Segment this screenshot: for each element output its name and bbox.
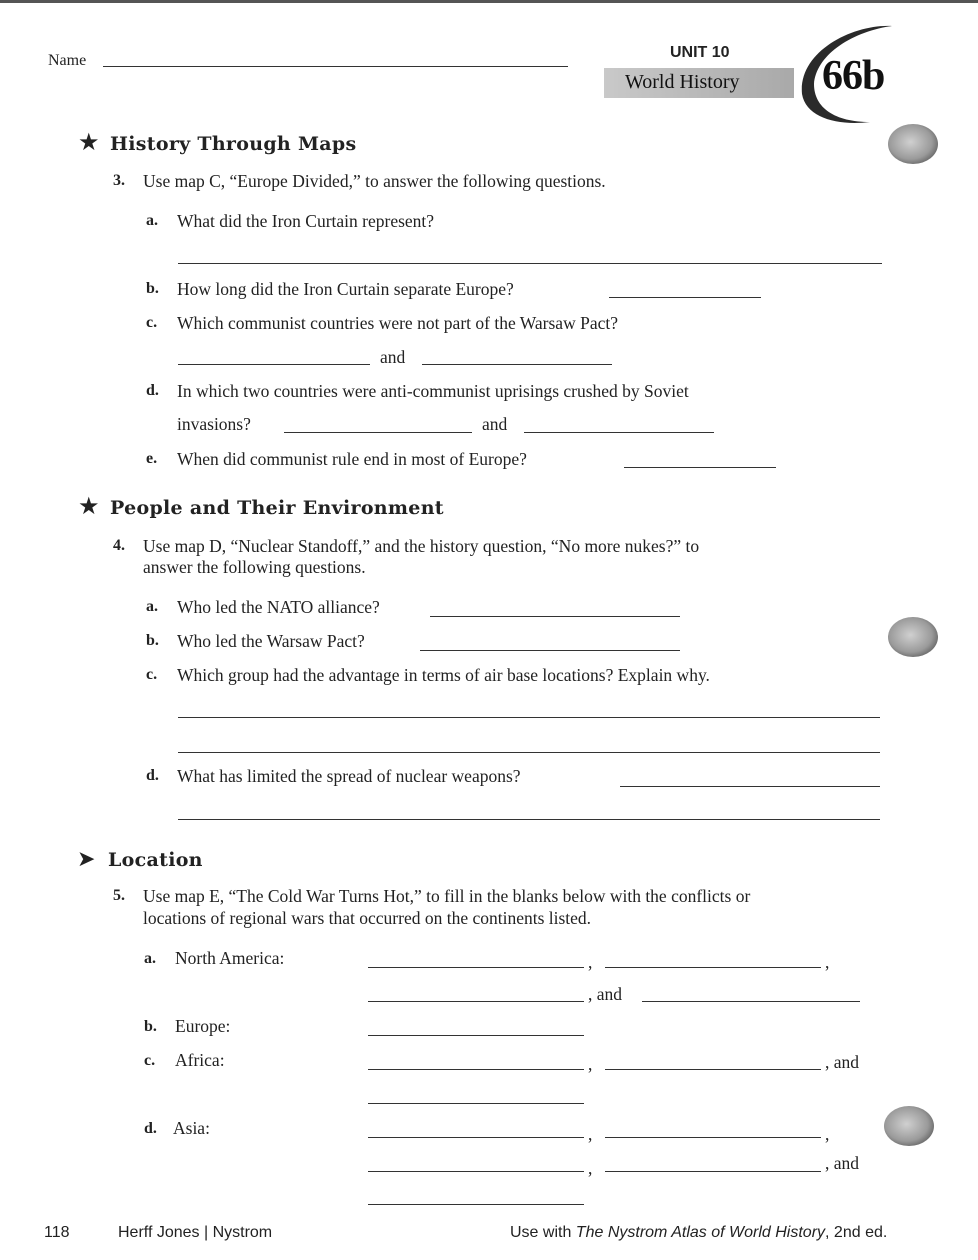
- q5d-answer-line-1[interactable]: [368, 1137, 584, 1138]
- q3d-answer-line-2[interactable]: [524, 432, 714, 433]
- star-icon: ★: [78, 128, 100, 156]
- q5a-comma-1: ,: [588, 952, 593, 972]
- q5a-answer-line-2[interactable]: [605, 967, 821, 968]
- q3a-answer-line[interactable]: [178, 263, 882, 264]
- unit-label: UNIT 10: [670, 44, 730, 61]
- q3d-text-2: invasions?: [177, 414, 251, 434]
- edition: , 2nd ed.: [825, 1224, 888, 1241]
- q4-text-2: answer the following questions.: [143, 557, 366, 577]
- q5-text-2: locations of regional wars that occurred on the continents listed.: [143, 908, 592, 928]
- q5c-comma-and: , and: [825, 1052, 860, 1072]
- q4c-label: c.: [146, 666, 158, 683]
- q3e-label: e.: [146, 450, 158, 467]
- q3a-text: What did the Iron Curtain represent?: [177, 211, 435, 231]
- q4c-answer-line-1[interactable]: [178, 717, 880, 718]
- q3a-label: a.: [146, 212, 158, 229]
- q3d-answer-line-1[interactable]: [284, 432, 472, 433]
- q4b-label: b.: [146, 632, 159, 649]
- q5a-text: North America:: [175, 948, 285, 968]
- section-title-history: History Through Maps: [110, 133, 357, 155]
- q4b-answer-line[interactable]: [420, 650, 680, 651]
- q5a-answer-line-3[interactable]: [368, 1001, 584, 1002]
- q3d-label: d.: [146, 382, 159, 399]
- q3-text: Use map C, “Europe Divided,” to answer the following questions.: [143, 171, 606, 191]
- q3d-text: In which two countries were anti-communist uprisings crushed by Soviet: [177, 381, 689, 401]
- q5d-answer-line-3[interactable]: [368, 1171, 584, 1172]
- q4d-answer-line-2[interactable]: [178, 819, 880, 820]
- q5c-text: Africa:: [175, 1050, 225, 1070]
- q5a-comma-2: ,: [825, 952, 830, 972]
- q3c-text: Which communist countries were not part of the Warsaw Pact?: [177, 313, 618, 333]
- q4a-label: a.: [146, 598, 158, 615]
- q3c-answer-line-1[interactable]: [178, 364, 370, 365]
- q5a-comma-and: , and: [588, 984, 623, 1004]
- q5d-answer-line-5[interactable]: [368, 1204, 584, 1205]
- q3b-text: How long did the Iron Curtain separate Europe?: [177, 279, 514, 299]
- q5-text: Use map E, “The Cold War Turns Hot,” to fill in the blanks below with the conflicts or: [143, 886, 751, 906]
- q5d-answer-line-2[interactable]: [605, 1137, 821, 1138]
- q5c-answer-line-2[interactable]: [605, 1069, 821, 1070]
- q5d-comma-2: ,: [825, 1124, 830, 1144]
- q5a-label: a.: [144, 950, 156, 967]
- punch-hole-middle: [888, 617, 938, 657]
- q5d-label: d.: [144, 1120, 157, 1137]
- punch-hole-bottom: [884, 1106, 934, 1146]
- page-number: 118: [44, 1224, 70, 1241]
- q4a-answer-line[interactable]: [430, 616, 680, 617]
- q3b-label: b.: [146, 280, 159, 297]
- page-code: 66b: [822, 53, 885, 99]
- use-with-note: [510, 1224, 887, 1242]
- q4c-text: Which group had the advantage in terms of air base locations? Explain why.: [177, 665, 710, 685]
- q4-text: Use map D, “Nuclear Standoff,” and the history question, “No more nukes?” to: [143, 536, 700, 556]
- q5c-label: c.: [144, 1052, 156, 1069]
- q5b-answer-line[interactable]: [368, 1035, 584, 1036]
- q5d-comma-and: , and: [825, 1153, 860, 1173]
- q5d-comma-3: ,: [588, 1158, 593, 1178]
- q4d-text: What has limited the spread of nuclear weapons?: [177, 766, 521, 786]
- q3c-answer-line-2[interactable]: [422, 364, 612, 365]
- q4d-answer-line-1[interactable]: [620, 786, 880, 787]
- q4b-text: Who led the Warsaw Pact?: [177, 631, 365, 651]
- use-with-prefix: Use with: [510, 1224, 576, 1241]
- arrow-icon: ➤: [77, 847, 96, 872]
- q5b-label: b.: [144, 1018, 157, 1035]
- q3-number: 3.: [113, 172, 125, 189]
- name-field[interactable]: [103, 66, 568, 67]
- subject-label: World History: [625, 71, 740, 93]
- q5d-answer-line-4[interactable]: [605, 1171, 821, 1172]
- q5a-answer-line-1[interactable]: [368, 967, 584, 968]
- q5c-answer-line-1[interactable]: [368, 1069, 584, 1070]
- q5b-text: Europe:: [175, 1016, 231, 1036]
- publisher: Herff Jones | Nystrom: [118, 1224, 273, 1241]
- top-border: [0, 0, 978, 3]
- q4-number: 4.: [113, 537, 125, 554]
- section-title-environment: People and Their Environment: [110, 497, 444, 519]
- q3c-and: and: [380, 347, 406, 367]
- q5-number: 5.: [113, 887, 125, 904]
- q4d-label: d.: [146, 767, 159, 784]
- q3e-text: When did communist rule end in most of Europe?: [177, 449, 527, 469]
- q5d-text: Asia:: [173, 1118, 210, 1138]
- q3e-answer-line[interactable]: [624, 467, 776, 468]
- q5c-comma: ,: [588, 1054, 593, 1074]
- q4c-answer-line-2[interactable]: [178, 752, 880, 753]
- atlas-title: The Nystrom Atlas of World History: [575, 1224, 826, 1241]
- q3d-and: and: [482, 414, 508, 434]
- q3c-label: c.: [146, 314, 158, 331]
- punch-hole-top: [888, 124, 938, 164]
- name-label: Name: [48, 52, 87, 69]
- section-title-location: Location: [108, 849, 203, 871]
- star-icon: ★: [78, 492, 100, 520]
- q3b-answer-line[interactable]: [609, 297, 761, 298]
- q4a-text: Who led the NATO alliance?: [177, 597, 380, 617]
- q5c-answer-line-3[interactable]: [368, 1103, 584, 1104]
- q5a-answer-line-4[interactable]: [642, 1001, 860, 1002]
- q5d-comma-1: ,: [588, 1124, 593, 1144]
